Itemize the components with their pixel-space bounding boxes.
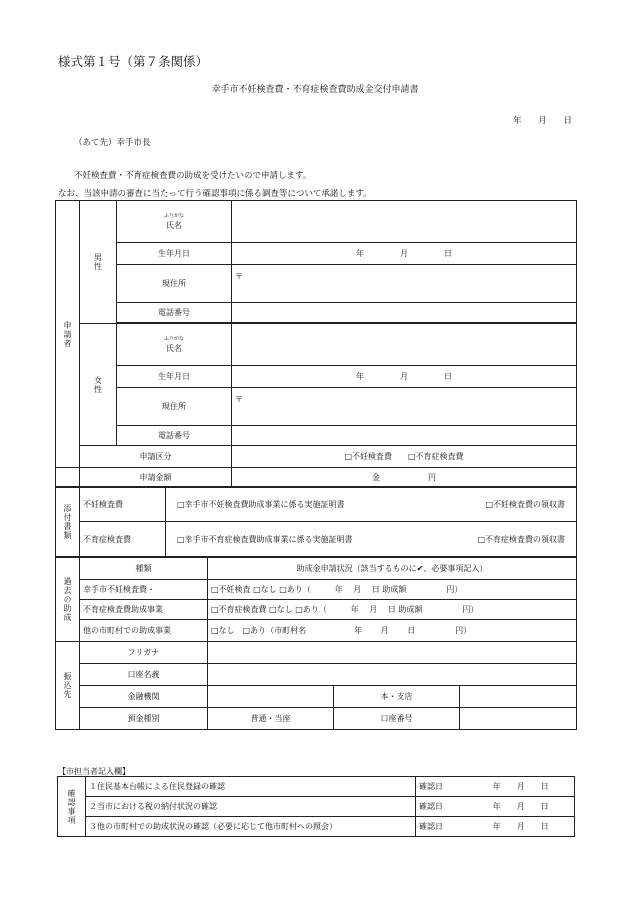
male-name-field[interactable] (232, 201, 577, 243)
type-header: 種類 (80, 558, 208, 580)
past-subsidy-table (55, 557, 577, 642)
status-header: 助成金申請状況（該当するものに✔、必要事項記入） (208, 558, 577, 580)
phone-label: 電話番号 (117, 303, 232, 323)
confirm-date-field[interactable]: 年 月 日 (468, 817, 575, 837)
name-label: ふりがな 氏名 (117, 201, 232, 243)
staff-row-text: １住民基本台帳による住民登録の確認 (86, 777, 416, 797)
branch-label: 本・支店 (334, 686, 460, 708)
account-no-field[interactable] (460, 708, 577, 730)
male-address-field[interactable]: 〒 (232, 265, 577, 303)
saitte-program-label-2: 不育症検査費助成事業 (80, 600, 208, 620)
deposit-options[interactable]: 普通・当座 (208, 708, 334, 730)
confirm-date-field[interactable]: 年 月 日 (468, 797, 575, 817)
female-birthdate-field[interactable]: 年 月 日 (232, 366, 577, 388)
amount-label: 申請金額 (80, 468, 232, 488)
other-municipality-label: 他の市町村での助成事業 (80, 620, 208, 642)
furigana-label: フリガナ (80, 642, 208, 664)
amount-field[interactable]: 金 円 (232, 468, 577, 488)
applicant-table (55, 200, 577, 488)
address-label: 現住所 (117, 265, 232, 303)
saitte-infertility-status[interactable]: □不妊検査 □なし □あり（ 年 月 日 助成額 円） (208, 580, 577, 600)
staff-row-text: ２当市における税の納付状況の確認 (86, 797, 416, 817)
staff-section-label: 確認事項 (58, 777, 86, 837)
confirm-date-label: 確認日 (416, 817, 468, 837)
category-label: 申請区分 (80, 446, 232, 468)
transfer-section-label: 振込先 (56, 642, 80, 730)
deposit-type-label: 預金種別 (80, 708, 208, 730)
staff-section-title: 【市担当者記入欄】 (58, 767, 130, 776)
past-section-label: 過去の助成 (56, 558, 80, 642)
staff-table (57, 776, 575, 837)
account-no-label: 口座番号 (334, 708, 460, 730)
saitte-recurrent-status[interactable]: □不育症検査費 □なし □あり（ 年 月 日 助成額 円） (208, 600, 577, 620)
birthdate-label: 生年月日 (117, 366, 232, 388)
confirm-date-label: 確認日 (416, 797, 468, 817)
address-label: 現住所 (117, 388, 232, 426)
other-municipality-status[interactable]: □なし □あり（市町村名 年 月 日 円） (208, 620, 577, 642)
phone-label: 電話番号 (117, 426, 232, 446)
consent-statement: なお、当該申請の審査に当たって行う確認事項に係る調査等について承諾します。 (58, 189, 372, 199)
female-label: 女性 (80, 324, 117, 446)
recurrent-loss-label: 不育症検査費 (80, 522, 166, 557)
female-name-field[interactable] (232, 324, 577, 366)
staff-row-text: ３他の市町村での助成状況の確認（必要に応じて他市町村への照会） (86, 817, 416, 837)
name-label: ふりがな 氏名 (117, 324, 232, 366)
application-date: 年 月 日 (513, 116, 572, 126)
addressee: （あて先）幸手市長 (74, 138, 151, 148)
saitte-program-label-1: 幸手市不妊検査費・ (80, 580, 208, 600)
form-title: 幸手市不妊検査費・不育症検査費助成金交付申請書 (211, 85, 419, 95)
transfer-table (55, 641, 577, 730)
category-options[interactable]: □不妊検査費 □不育症検査費 (232, 446, 577, 468)
recurrent-loss-docs[interactable]: □幸手市不育症検査費助成事業に係る実施証明書 □不育症検査費の領収書 (166, 522, 577, 557)
attachments-table (55, 486, 577, 557)
infertility-docs[interactable]: □幸手市不妊検査費助成事業に係る実施証明書 □不妊検査費の領収書 (166, 487, 577, 522)
form-number: 様式第１号（第７条関係） (58, 54, 209, 69)
application-statement: 不妊検査費・不育症検査費の助成を受けたいので申請します。 (74, 171, 312, 181)
male-birthdate-field[interactable]: 年 月 日 (232, 243, 577, 265)
female-address-field[interactable]: 〒 (232, 388, 577, 426)
male-phone-field[interactable] (232, 303, 577, 323)
infertility-label: 不妊検査費 (80, 487, 166, 522)
male-label: 男性 (80, 201, 117, 324)
account-name-label: 口座名義 (80, 664, 208, 686)
confirm-date-field[interactable]: 年 月 日 (468, 777, 575, 797)
attachments-section-label: 添付書類 (56, 487, 80, 557)
birthdate-label: 生年月日 (117, 243, 232, 265)
account-name-field[interactable] (208, 664, 577, 686)
confirm-date-label: 確認日 (416, 777, 468, 797)
branch-field[interactable] (460, 686, 577, 708)
bank-label: 金融機関 (80, 686, 208, 708)
applicant-section-label: 申請者 (56, 201, 80, 468)
bank-field[interactable] (208, 686, 334, 708)
furigana-field[interactable] (208, 642, 577, 664)
female-phone-field[interactable] (232, 426, 577, 446)
